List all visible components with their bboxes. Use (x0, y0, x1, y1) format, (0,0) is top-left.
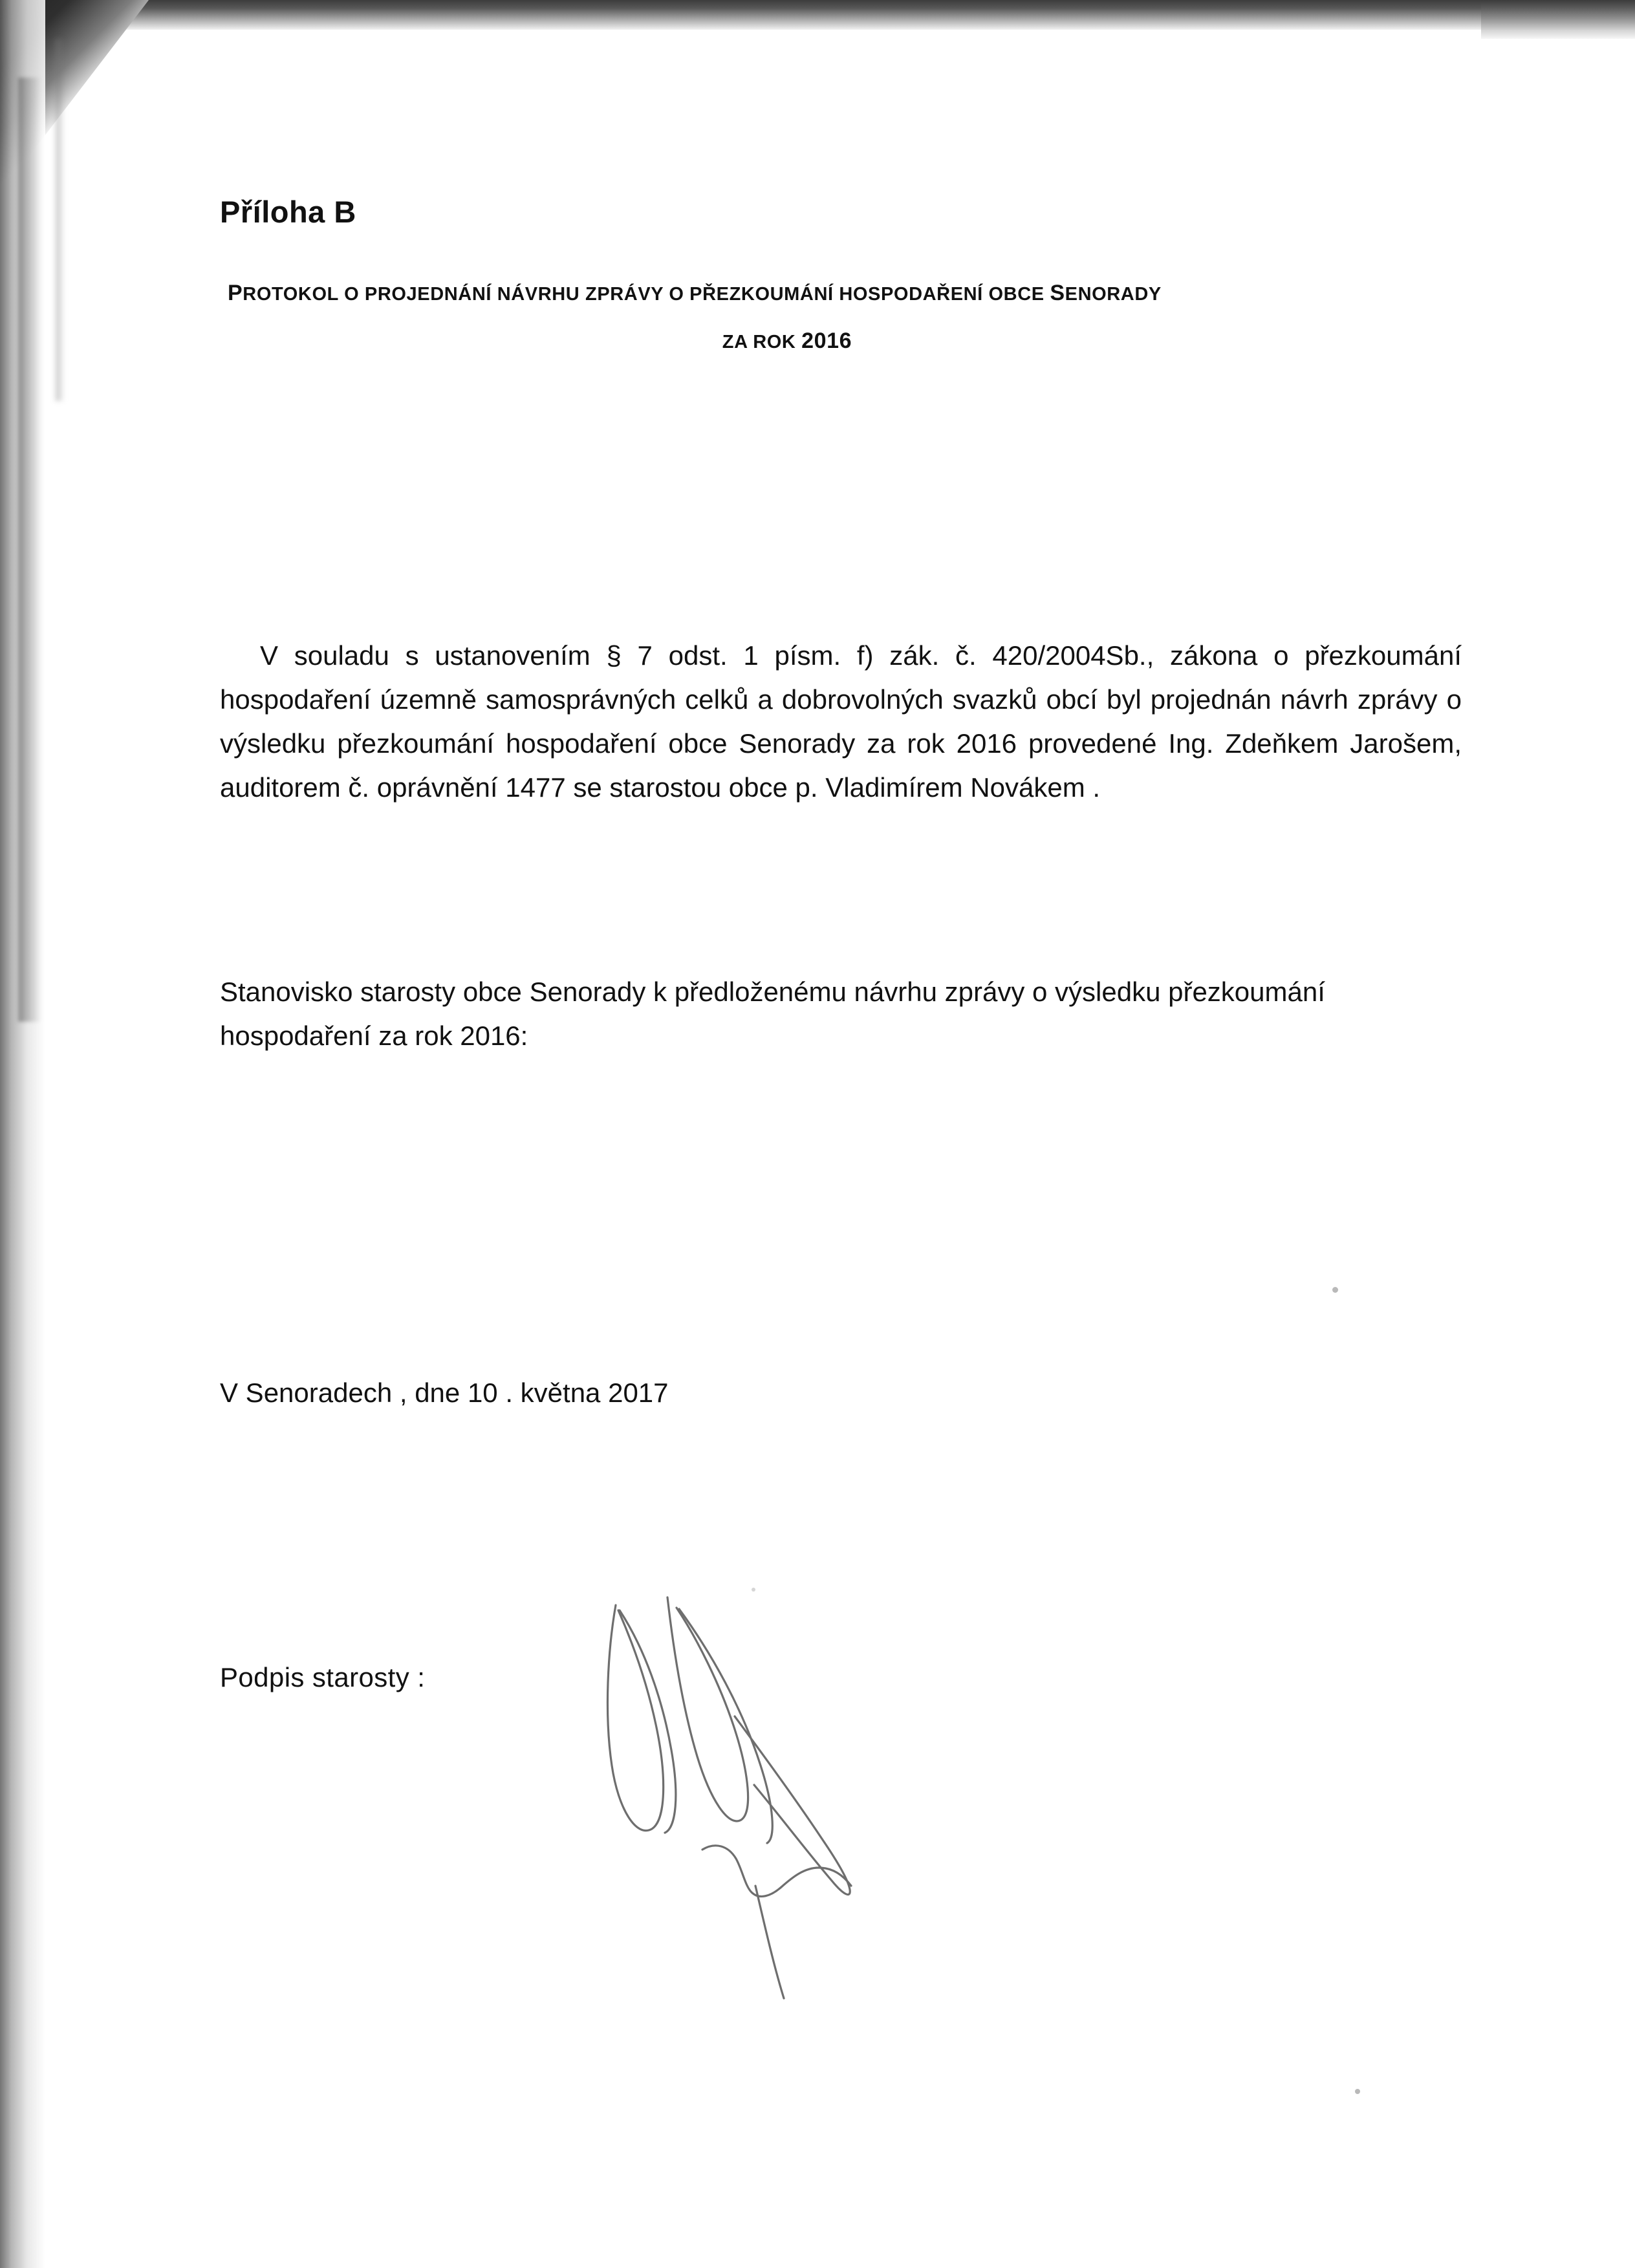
page-title: Příloha B (220, 195, 356, 229)
subtitle-place-name: ENORADY (1065, 284, 1162, 305)
handwritten-signature (582, 1571, 944, 2011)
subtitle-year-label: ZA ROK (722, 332, 802, 352)
paragraph-legal-basis-text: V souladu s ustanovením § 7 odst. 1 písm. f) zák. č. 420/2004Sb., zákona o přezkoumání hospodaření územně samosprávných celků a dobrovolných svazků obcí byl projednán návrh zprávy o výsledku přezkoumání hospodaření obce Senorady za rok 2016 provedené Ing. Zdeňkem Jarošem, auditorem č. oprávnění 1477 se starostou obce p. Vladimírem Novákem . (220, 640, 1462, 803)
document-subtitle-line-2 (228, 329, 1347, 354)
place-and-date: V Senoradech , dne 10 . května 2017 (220, 1377, 669, 1408)
paragraph-mayor-statement: Stanovisko starosty obce Senorady k předloženému návrhu zprávy o výsledku přezkoumání hospodaření za rok 2016: (220, 977, 1325, 1052)
subtitle-initial-cap: P (228, 281, 243, 305)
document-subtitle-line-1 (228, 281, 1456, 306)
signature-label: Podpis starosty : (220, 1662, 426, 1692)
paragraph-legal-basis (220, 634, 1462, 810)
subtitle-text: ROTOKOL O PROJEDNÁNÍ NÁVRHU ZPRÁVY O PŘEZKOUMÁNÍ HOSPODAŘENÍ OBCE (243, 284, 1050, 305)
subtitle-place-initial-cap: S (1050, 281, 1065, 305)
subtitle-year-value: 2016 (801, 329, 852, 353)
